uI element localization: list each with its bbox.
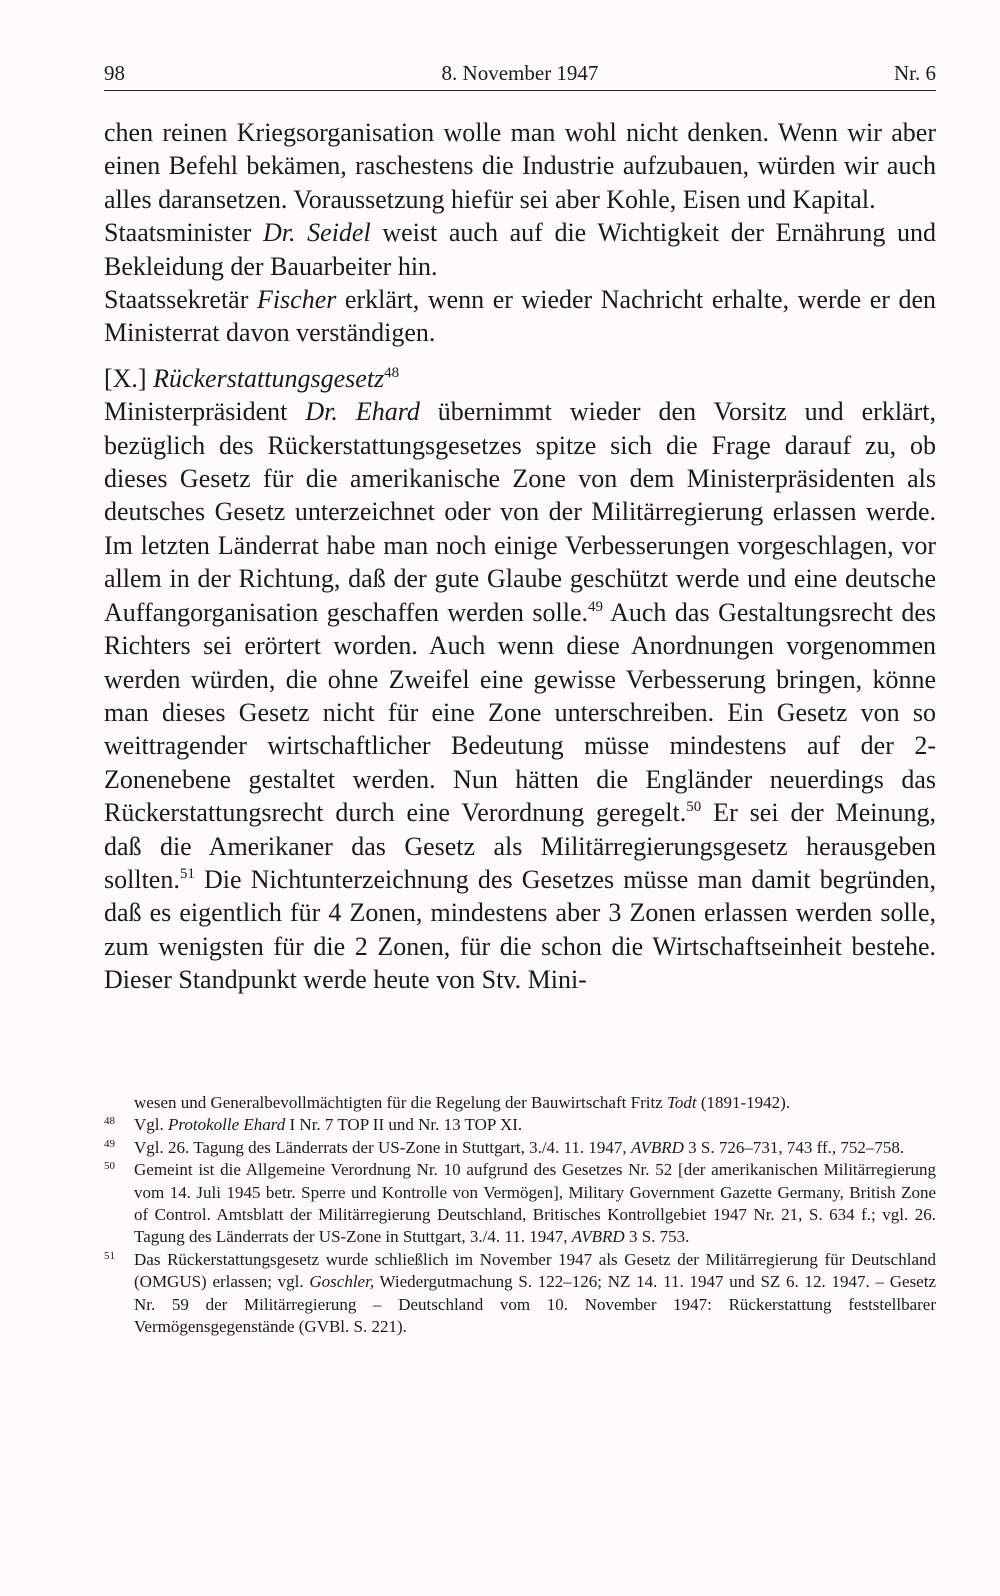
paragraph: Ministerpräsident Dr. Ehard übernimmt wieder den Vorsitz und erklärt, bezüglich des Rückerstattungsgesetzes spitze sich die Frage darauf zu, ob dieses Gesetz für die amerikanische Zone von dem Ministerpräsidenten als deutsches Gesetz unterzeichnet oder von der Militärregierung erlassen werde. Im letzten Länderrat habe man noch einige Verbesserungen vorgeschlagen, vor allem in der Richtung, daß der gute Glaube geschützt werde und eine deutsche Auffangorganisation geschaffen werden solle.$^{49}$ Auch das Gestaltungsrecht des Richters sei erörtert worden. Auch wenn diese Anordnungen vorgenommen werden würden, die ohne Zweifel eine gewisse Verbesserung bringen, könne man dieses Gesetz nicht für eine Zone unterschreiben. Ein Gesetz von so weittragender wirtschaftlicher Bedeutung müsse mindestens auf der 2-Zonenebene gestaltet werden. Nun hätten die Engländer neuerdings das Rückerstattungsrecht durch eine Verordnung geregelt.$^{50}$ Er sei der Meinung, daß die Amerikaner das Gesetz als Militärregierungsgesetz herausgeben sollten.$^{51}$ Die Nichtunterzeichnung des Gesetzes müsse man damit begründen, daß es eigentlich für 4 Zonen, mindestens aber 3 Zonen erlassen werden solle, zum wenigsten für die 2 Zonen, für die schon die Wirtschaftseinheit bestehe. Dieser Standpunkt werde heute von Stv. Mini- <box>104 397 936 995</box>
footnote-49: 49 Vgl. 26. Tagung des Länderrats der US-Zone in Stuttgart, 3./4. 11. 1947, AVBRD 3 S. 726–731, 743 ff., 752–758. <box>104 1137 936 1159</box>
footnote-ref: 51 <box>179 865 195 882</box>
footnote-number: 51 <box>104 1249 115 1262</box>
footnote-ref: 50 <box>686 799 702 816</box>
footnote-ref: 49 <box>588 598 604 615</box>
footnote-48: 48 Vgl. Protokolle Ehard I Nr. 7 TOP II und Nr. 13 TOP XI. <box>104 1114 936 1136</box>
header-rule <box>104 90 936 91</box>
footnotes <box>104 1092 936 1338</box>
section-heading: [X.] Rückerstattungsgesetz$^{48}$ <box>104 363 400 393</box>
footnote-number: 50 <box>104 1160 115 1173</box>
running-header <box>104 56 936 90</box>
person-name: Fischer <box>256 285 337 315</box>
header-date: 8. November 1947 <box>441 61 599 85</box>
header-issue: Nr. 6 <box>894 61 936 85</box>
footnote-number: 49 <box>104 1137 115 1150</box>
footnote-continuation: wesen und Generalbevollmächtigten für die Regelung der Bauwirtschaft Fritz Todt (1891-1942). <box>134 1093 791 1112</box>
footnote-ref: 48 <box>384 364 400 381</box>
main-text <box>104 116 936 997</box>
paragraph: chen reinen Kriegsorganisation wolle man wohl nicht denken. Wenn wir aber einen Befehl bekämen, raschestens die Industrie aufzubauen, würden wir auch alles daransetzen. Voraussetzung hiefür sei aber Kohle, Eisen und Kapital. <box>104 118 936 214</box>
footnote-50: 50 Gemeint ist die Allgemeine Verordnung Nr. 10 aufgrund des Gesetzes Nr. 52 [der amerikanischen Militärregierung vom 14. Juli 1945 betr. Sperre und Kontrolle von Vermögen], Military Government Gazette Germany, British Zone of Control. Amtsblatt der Militärregierung Deutschland, Britisches Kontrollgebiet 1947 Nr. 21, S. 634 f.; vgl. 26. Tagung des Länderrats der US-Zone in Stuttgart, 3./4. 11. 1947, AVBRD 3 S. 753. <box>104 1159 936 1249</box>
person-name: Dr. Seidel <box>262 218 371 248</box>
footnote-number: 48 <box>104 1115 115 1128</box>
person-name: Dr. Ehard <box>305 397 420 427</box>
footnote-51: 51 Das Rückerstattungsgesetz wurde schließlich im November 1947 als Gesetz der Militärregierung für Deutschland (OMGUS) erlassen; vgl. Goschler, Wiedergutmachung S. 122–126; NZ 14. 11. 1947 und SZ 6. 12. 1947. – Gesetz Nr. 59 der Militärregierung – Deutschland vom 10. November 1947: Rückerstattung feststellbarer Vermögensgegenstände (GVBl. S. 221). <box>104 1249 936 1339</box>
page-number: 98 <box>104 61 125 85</box>
paragraph: Staatsminister Dr. Seidel weist auch auf die Wichtigkeit der Ernährung und Bekleidung der Bauarbeiter hin. <box>104 218 937 281</box>
section-title: Rückerstattungsgesetz <box>153 363 385 393</box>
paragraph: Staatssekretär Fischer erklärt, wenn er wieder Nachricht erhalte, werde er den Ministerrat davon verständigen. <box>104 285 937 348</box>
